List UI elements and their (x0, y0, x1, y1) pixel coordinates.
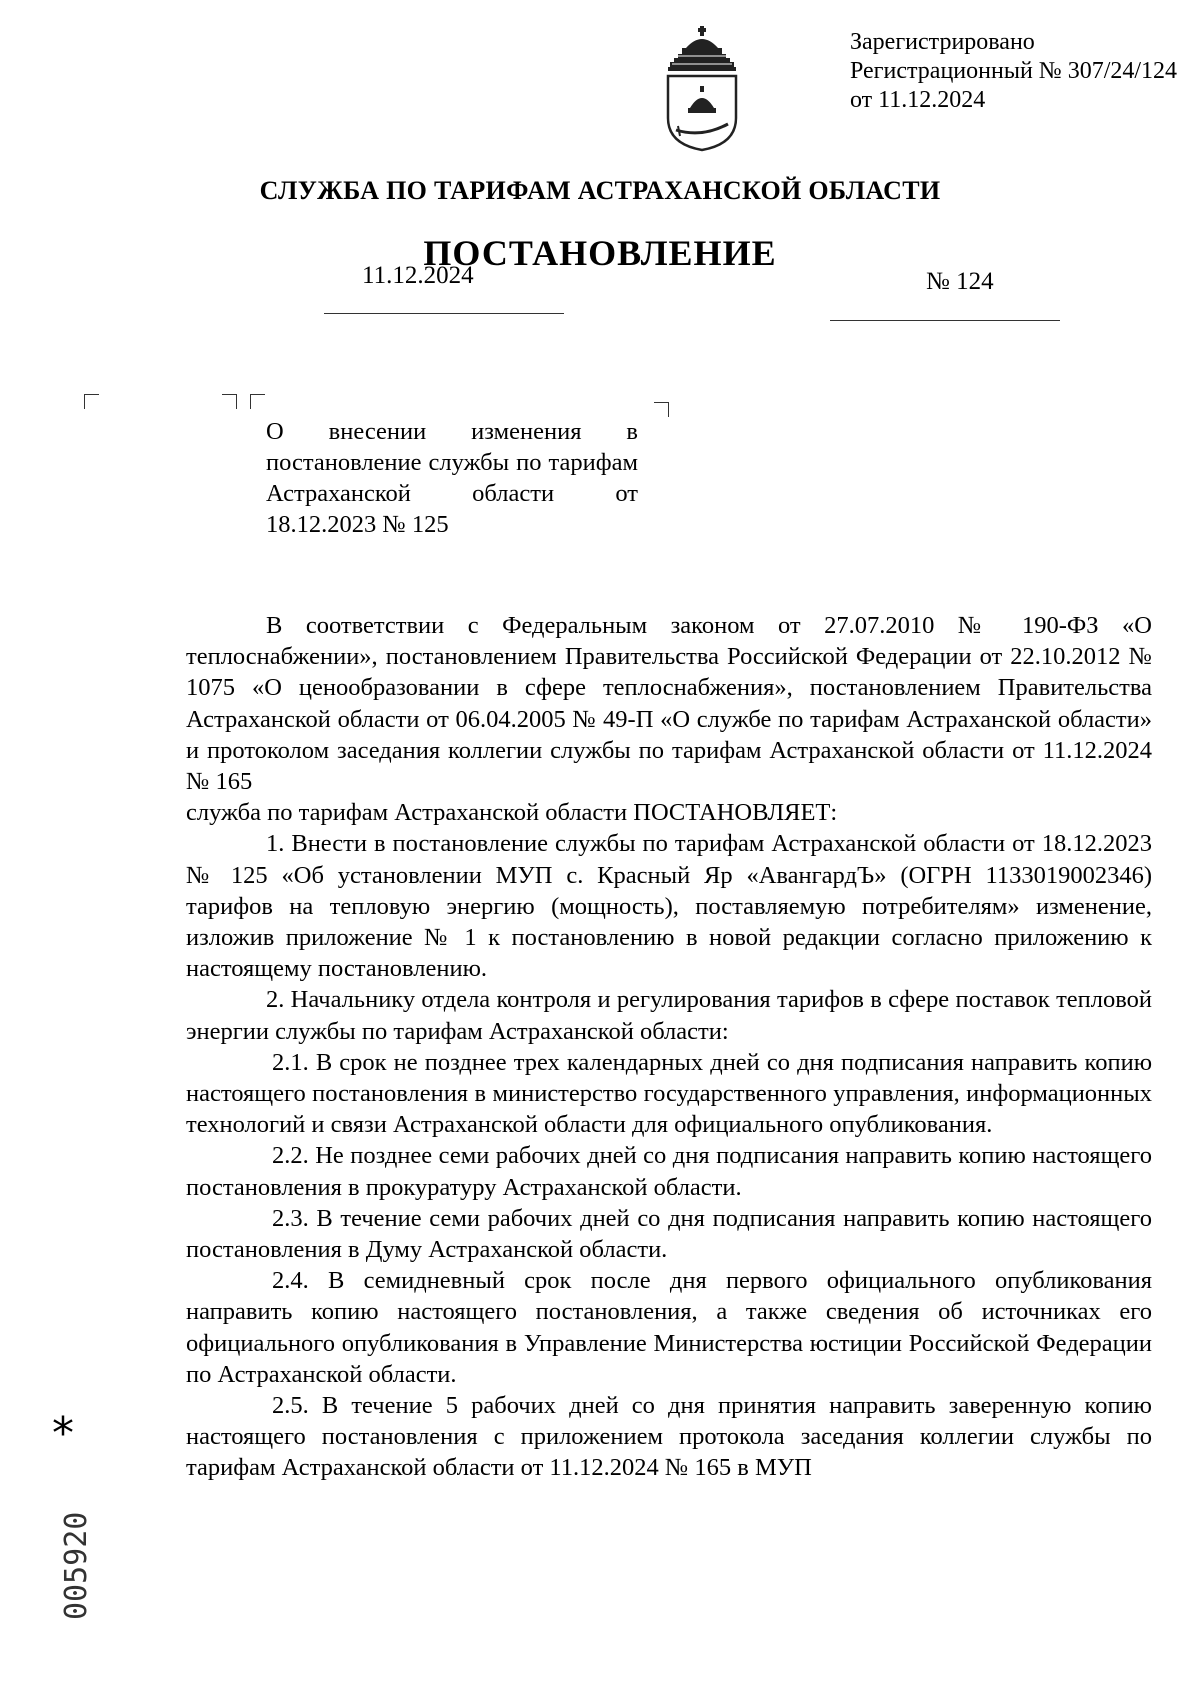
paragraph-2-1: 2.1. В срок не позднее трех календарных дней со дня подписания направить копию настоящего постановления в министерство государственного управления, информационных технологий и связи Астраханской области для официального опубликования. (186, 1048, 1152, 1139)
document-subject: О внесении изменения в постановление службы по тарифам Астраханской области от 18.12.2023 № 125 (266, 418, 638, 538)
document-body (186, 610, 1152, 1484)
margin-code (56, 1480, 96, 1620)
document-type-title: ПОСТАНОВЛЕНИЕ (423, 233, 777, 273)
bracket-top-left (84, 394, 99, 409)
registration-number: Регистрационный № 307/24/124 (850, 58, 1178, 84)
preamble-paragraph: В соответствии с Федеральным законом от 27.07.2010 № 190-ФЗ «О теплоснабжении», постановлением Правительства Российской Федерации от 22.10.2012 № 1075 «О ценообразовании в сфере теплоснабжения», постановлением Правительства Астраханской области от 06.04.2005 № 49-П «О службе по тарифам Астраханской области» и протоколом заседания коллегии службы по тарифам Астраханской области от 11.12.2024 № 165 (186, 612, 1152, 796)
bracket-top-left (250, 394, 265, 409)
registration-date: от 11.12.2024 (850, 87, 986, 113)
document-date: 11.12.2024 (362, 262, 474, 289)
paragraph-2-5: 2.5. В течение 5 рабочих дней со дня принятия направить заверенную копию настоящего постановления с приложением протокола заседания коллегии службы по тарифам Астраханской области от 11.12.2024 № 165 в МУП (186, 1392, 1152, 1482)
bracket-top-right (654, 402, 669, 417)
date-underline (324, 313, 564, 314)
number-underline (830, 320, 1060, 321)
registration-status: Зарегистрировано (850, 29, 1035, 55)
paragraph-2-2: 2.2. Не позднее семи рабочих дней со дня подписания направить копию настоящего постановления в прокуратуру Астраханской области. (186, 1142, 1152, 1201)
paragraph-2-4: 2.4. В семидневный срок после дня первого официального опубликования направить копию настоящего постановления, а также сведения об источниках его официального опубликования в Управление Министерства юстиции Российской Федерации по Астраханской области. (186, 1267, 1152, 1388)
agency-name: СЛУЖБА ПО ТАРИФАМ АСТРАХАНСКОЙ ОБЛАСТИ (259, 176, 941, 205)
bracket-top-right (222, 394, 237, 409)
paragraph-1: 1. Внести в постановление службы по тарифам Астраханской области от 18.12.2023 № 125 «Об установлении МУП с. Красный Яр «АвангардЪ» (ОГРН 1133019002346) тарифов на тепловую энергию (мощность), поставляемую потребителям» изменение, изложив приложение № 1 к постановлению в новой редакции согласно приложению к настоящему постановлению. (186, 830, 1152, 983)
paragraph-2: 2. Начальнику отдела контроля и регулирования тарифов в сфере поставок тепловой энергии службы по тарифам Астраханской области: (186, 986, 1152, 1045)
astrakhan-coat-of-arms-icon (658, 26, 746, 154)
registration-stamp (850, 28, 1177, 115)
resolves-line: служба по тарифам Астраханской области ПОСТАНОВЛЯЕТ: (186, 799, 838, 827)
document-number: № 124 (926, 268, 994, 295)
paragraph-2-3: 2.3. В течение семи рабочих дней со дня подписания направить копию настоящего постановления в Думу Астраханской области. (186, 1204, 1152, 1264)
margin-code-text: 005920 (59, 1511, 94, 1620)
margin-star-mark: * (52, 1408, 74, 1459)
